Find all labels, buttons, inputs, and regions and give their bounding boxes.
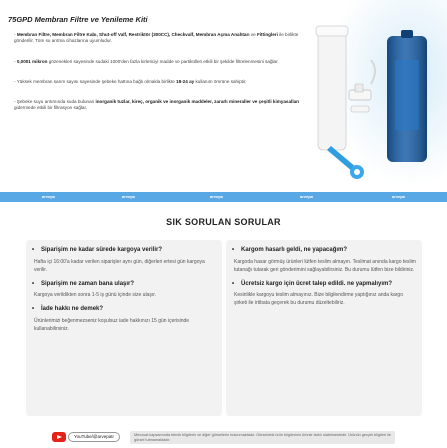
feature-item: - Membran Filtre, Membran Filtre Kabı, Shut-off Valf, Restriktör (300CC), Checkvalf, Membran Açma Anahtarı ve Fittingleri ile birlikte gönderilir. Tüm su arıtma cihazlarına uyumludur. xyxy=(8,28,308,49)
faq-card-left xyxy=(26,240,222,416)
faq-answer: Kesinlikle kargoyu teslim almayınız. Bize bilgilendirme yaptığınız anda kargo şirketi ile irtibata geçerek bu durumu düzeltebiliriz. xyxy=(234,292,403,306)
faq-answer: Ürünlerimizi beğenmezseniz koşulsuz iade hakkınızı 15 gün içerisinde kullanabilirsiniz. xyxy=(34,317,190,332)
faq-question: • Siparişim ne kadar sürede kargoya verilir? xyxy=(32,247,163,253)
feature-item: - Şebeke suyu arıtımında suda bulunan inorganik tuzlar, kireç, organik ve inorganik maddeler, zararlı mineraller ve çeşitli kimyasalları gidermede etkili bir filtrasyon sağlar. xyxy=(8,95,308,116)
feature-list xyxy=(8,28,308,122)
filter-housing xyxy=(318,30,346,150)
feature-item: - 0,0001 mikron gözenekleri sayesinde sudaki 1000'den fazla kirleticiyi madde ve partikülleri etkili bir şekilde filtrelenmesini sağlar. xyxy=(8,55,308,69)
legal-note: Mevzuat kapsamında teknik bilgilerin ve diğer görsellerin bulunmaktadır. Görseldeki ürün bilgilerinin ürünle farklı olabilmektedir. Ürünün gerçek bilgileri ile görsel tutmamaktadır. xyxy=(130,431,395,444)
strip-label: arvepa xyxy=(210,194,223,199)
product-image xyxy=(313,0,447,192)
membrane-label xyxy=(395,60,419,130)
product-section xyxy=(0,0,447,192)
housing-cap xyxy=(316,26,348,36)
faq-question: • Siparişim ne zaman bana ulaşır? xyxy=(32,280,135,287)
strip-label: arvepa xyxy=(392,194,405,199)
footer xyxy=(0,422,447,448)
membrane-kit-illustration xyxy=(313,0,447,192)
membrane-top-cap xyxy=(401,30,413,38)
restrictor-tube xyxy=(371,60,375,84)
feature-item: - Yüksek membran sarım sayısı sayesinde şebeke hattına bağlı olmakla birlikte 18-24 ay kullanım ömrüne sahiptir. xyxy=(8,75,308,89)
faq-answer: Hafta içi 16:00'a kadar verilen siparişler aynı gün, diğerleri ertesi gün kargoya verilir. xyxy=(34,258,205,273)
product-title: 75GPD Membran Filtre ve Yenileme Kiti xyxy=(8,15,148,24)
valve-knob xyxy=(355,84,363,92)
faq-question: • İade hakkı ne demek? xyxy=(32,306,104,312)
faq-answer: Kargoya verildikten sonra 1-5 iş günü içinde size ulaşır. xyxy=(34,292,157,298)
strip-label: arvepa xyxy=(122,194,135,199)
youtube-icon[interactable] xyxy=(52,432,66,442)
faq-card-right xyxy=(226,240,422,416)
brand-strip xyxy=(0,192,447,202)
faq-question: • Kargom hasarlı geldi, ne yapacağım? xyxy=(232,247,348,253)
check-valve xyxy=(351,106,369,112)
strip-label: arvepa xyxy=(42,194,55,199)
youtube-channel-link[interactable]: YouTube/@arvepatr xyxy=(68,432,120,442)
strip-label: arvepa xyxy=(300,194,313,199)
faq-answer: Kargoda hasar görmüş ürünleri lütfen teslim almayın. Teslimat anında kargo teslim tutanağı tutarak geri gönderimini sağlayabilirsiniz. Bu durumu lütfen bize bildiriniz. xyxy=(234,258,416,273)
faq-question: • Ücretsiz kargo için ücret talep edildi. ne yapmalıyım? xyxy=(232,280,393,287)
faq-title: SIK SORULAN SORULAR xyxy=(166,217,281,227)
